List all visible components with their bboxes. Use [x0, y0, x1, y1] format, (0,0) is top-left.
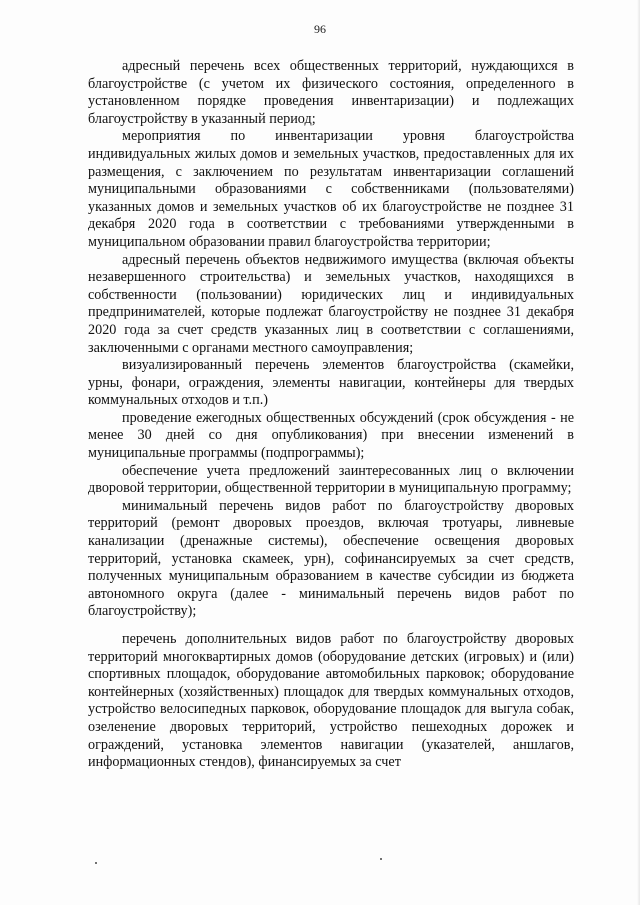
- page-number: 96: [314, 22, 326, 36]
- body-text: [88, 58, 574, 772]
- paragraph-public-territories: адресный перечень всех общественных территорий, нуждающихся в благоустройстве (с учетом их физического состояния, определенного в установленном порядке проведения инвентаризации) и подлежащих благоустройству в указанный период;: [88, 58, 574, 127]
- paragraph-public-discussions: проведение ежегодных общественных обсуждений (срок обсуждения - не менее 30 дней со дня опубликования) при внесении изменений в муниципальные программы (подпрограммы);: [88, 409, 574, 462]
- paragraph-additional-works-list: перечень дополнительных видов работ по благоустройству дворовых территорий многоквартирных домов (оборудование детских (игровых) и (или) спортивных площадок, оборудование автомобильных парковок; оборудование контейнерных (хозяйственных) площадок для твердых коммунальных отходов, устройство велосипедных парковок, оборудование площадок для выгула собак, озеленение дворовых территорий, устройство пешеходных дорожек и ограждений, установка элементов навигации (указателей, аншлагов, информационных стендов), финансируемых за счет: [88, 631, 574, 771]
- scan-speck: [95, 862, 97, 864]
- scan-speck: [380, 858, 382, 860]
- paragraph-real-estate-list: адресный перечень объектов недвижимого имущества (включая объекты незавершенного строительства) и земельных участков, находящихся в собственности (пользовании) юридических лиц и индивидуальных предпринимателей, которые подлежат благоустройству не позднее 31 декабря 2020 года за счет средств указанных лиц в соответствии с соглашениями, заключенными с органами местного самоуправления;: [88, 251, 574, 356]
- paragraph-stakeholder-proposals: обеспечение учета предложений заинтересованных лиц о включении дворовой территории, общественной территории в муниципальную программу;: [88, 462, 574, 497]
- paragraph-inventory-individual-houses: мероприятия по инвентаризации уровня благоустройства индивидуальных жилых домов и земельных участков, предоставленных для их размещения, с заключением по результатам инвентаризации соглашений муниципальными образованиями с собственниками (пользователями) указанных домов и земельных участков об их благоустройстве не позднее 31 декабря 2020 года в соответствии с требованиями утвержденными в муниципальном образовании правил благоустройства территории;: [88, 128, 574, 250]
- paragraph-minimum-works-list: минимальный перечень видов работ по благоустройству дворовых территорий (ремонт дворовых проездов, включая тротуары, ливневые канализации (дренажные системы), обеспечение освещения дворовых территорий, установка скамеек, урн), софинансируемых за счет средств, полученных муниципальным образованием в качестве субсидии из бюджета автономного округа (далее - минимальный перечень видов работ по благоустройству);: [88, 497, 574, 620]
- paragraph-visualized-elements: визуализированный перечень элементов благоустройства (скамейки, урны, фонари, ограждения, элементы навигации, контейнеры для твердых коммунальных отходов и т.п.): [88, 357, 574, 409]
